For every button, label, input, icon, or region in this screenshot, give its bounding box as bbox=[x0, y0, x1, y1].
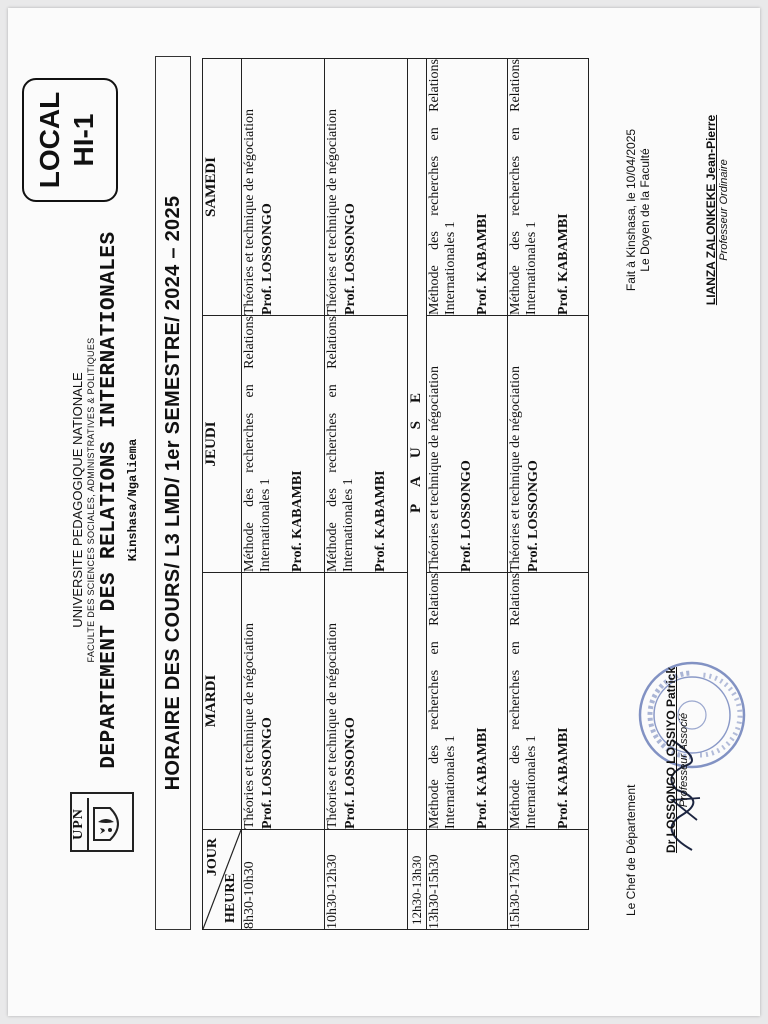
table-row bbox=[242, 59, 325, 930]
course-name: Théories et technique de négociation bbox=[242, 622, 257, 829]
day-header: MARDI bbox=[203, 573, 242, 830]
course-name: Théories et technique de négociation bbox=[325, 622, 340, 829]
university-name: UNIVERSITE PEDAGOGIQUE NATIONALE bbox=[70, 372, 85, 628]
course-cell bbox=[508, 59, 589, 316]
professor-name: Prof. LOSSONGO bbox=[343, 203, 358, 315]
professor-name: Prof. LOSSONGO bbox=[526, 460, 541, 572]
professor-name: Prof. KABAMBI bbox=[556, 213, 571, 315]
course-name: Théories et technique de négociation bbox=[325, 108, 340, 315]
local-label: LOCAL bbox=[34, 91, 65, 189]
document-page bbox=[8, 8, 760, 1016]
logo-text: UPN bbox=[71, 798, 89, 850]
course-cell bbox=[427, 316, 508, 573]
hour-cell: 8h30-10h30 bbox=[242, 830, 325, 930]
dean-signature bbox=[624, 50, 730, 370]
city: Kinshasa/Ngaliema bbox=[126, 438, 140, 562]
professor-name: Prof. LOSSONGO bbox=[343, 717, 358, 829]
header-row bbox=[203, 59, 242, 930]
hour-cell: 15h30-17h30 bbox=[508, 830, 589, 930]
professor-name: Prof. KABAMBI bbox=[373, 470, 388, 572]
table-row bbox=[508, 59, 589, 930]
signer-role: Le Doyen de la Faculté bbox=[638, 148, 652, 272]
hour-cell: 12h30-13h30 bbox=[408, 830, 427, 930]
course-cell bbox=[325, 316, 408, 573]
course-cell bbox=[325, 59, 408, 316]
course-name: Méthode des recherches en Relations Internationales 1 bbox=[242, 316, 273, 572]
day-header: JEUDI bbox=[203, 316, 242, 573]
professor-name: Prof. KABAMBI bbox=[475, 727, 490, 829]
signer-title: Professeur Associé bbox=[678, 712, 690, 808]
course-name: Théories et technique de négociation bbox=[427, 365, 442, 572]
professor-name: Prof. LOSSONGO bbox=[459, 460, 474, 572]
table-row bbox=[325, 59, 408, 930]
course-cell bbox=[508, 316, 589, 573]
course-name: Théories et technique de négociation bbox=[508, 365, 523, 572]
schedule-table bbox=[202, 58, 589, 930]
professor-name: Prof. KABAMBI bbox=[556, 727, 571, 829]
course-name: Méthode des recherches en Relations Internationales 1 bbox=[427, 59, 458, 315]
corner-heure: HEURE bbox=[223, 873, 238, 923]
course-name: Méthode des recherches en Relations Internationales 1 bbox=[427, 573, 458, 829]
professor-name: Prof. KABAMBI bbox=[290, 470, 305, 572]
corner-jour: JOUR bbox=[205, 838, 220, 877]
signer-title: Professeur Ordinaire bbox=[718, 159, 730, 261]
professor-name: Prof. LOSSONGO bbox=[260, 717, 275, 829]
course-cell bbox=[508, 573, 589, 830]
signer-role: Le Chef de Département bbox=[624, 784, 638, 916]
course-cell bbox=[242, 59, 325, 316]
professor-name: Prof. KABAMBI bbox=[475, 213, 490, 315]
pause-row bbox=[408, 59, 427, 930]
course-cell bbox=[325, 573, 408, 830]
hour-cell: 10h30-12h30 bbox=[325, 830, 408, 930]
signer-name: LIANZA ZALONKEKE Jean-Pierre bbox=[704, 114, 718, 306]
course-name: Méthode des recherches en Relations Internationales 1 bbox=[508, 59, 539, 315]
department-name: DEPARTEMENT DES RELATIONS INTERNATIONALES bbox=[98, 231, 121, 769]
day-header: SAMEDI bbox=[203, 59, 242, 316]
faculty-name: FACULTE DES SCIENCES SOCIALES, ADMINISTRATIVES & POLITIQUES bbox=[86, 337, 96, 663]
hour-cell: 13h30-15h30 bbox=[427, 830, 508, 930]
signer-name: Dr LOSSONGO LOSSIYO Patrick bbox=[664, 666, 678, 854]
course-name: Méthode des recherches en Relations Internationales 1 bbox=[325, 316, 356, 572]
course-cell bbox=[427, 59, 508, 316]
course-cell bbox=[427, 573, 508, 830]
schedule-title: HORAIRE DES COURS/ L3 LMD/ 1er SEMESTRE/ 2024 – 2025 bbox=[155, 56, 191, 930]
pause-label: PAUSE bbox=[408, 59, 427, 830]
professor-name: Prof. LOSSONGO bbox=[260, 203, 275, 315]
course-cell bbox=[242, 573, 325, 830]
corner-cell bbox=[203, 830, 242, 930]
course-name: Théories et technique de négociation bbox=[242, 108, 257, 315]
place-date: Fait à Kinshasa, le 10/04/2025 bbox=[624, 128, 638, 292]
department-head-signature bbox=[624, 600, 690, 920]
local-room: HI-1 bbox=[68, 113, 99, 167]
table-row bbox=[427, 59, 508, 930]
course-name: Méthode des recherches en Relations Internationales 1 bbox=[508, 573, 539, 829]
local-box bbox=[22, 78, 118, 202]
rotated-schedule bbox=[12, 10, 752, 1010]
course-cell bbox=[242, 316, 325, 573]
